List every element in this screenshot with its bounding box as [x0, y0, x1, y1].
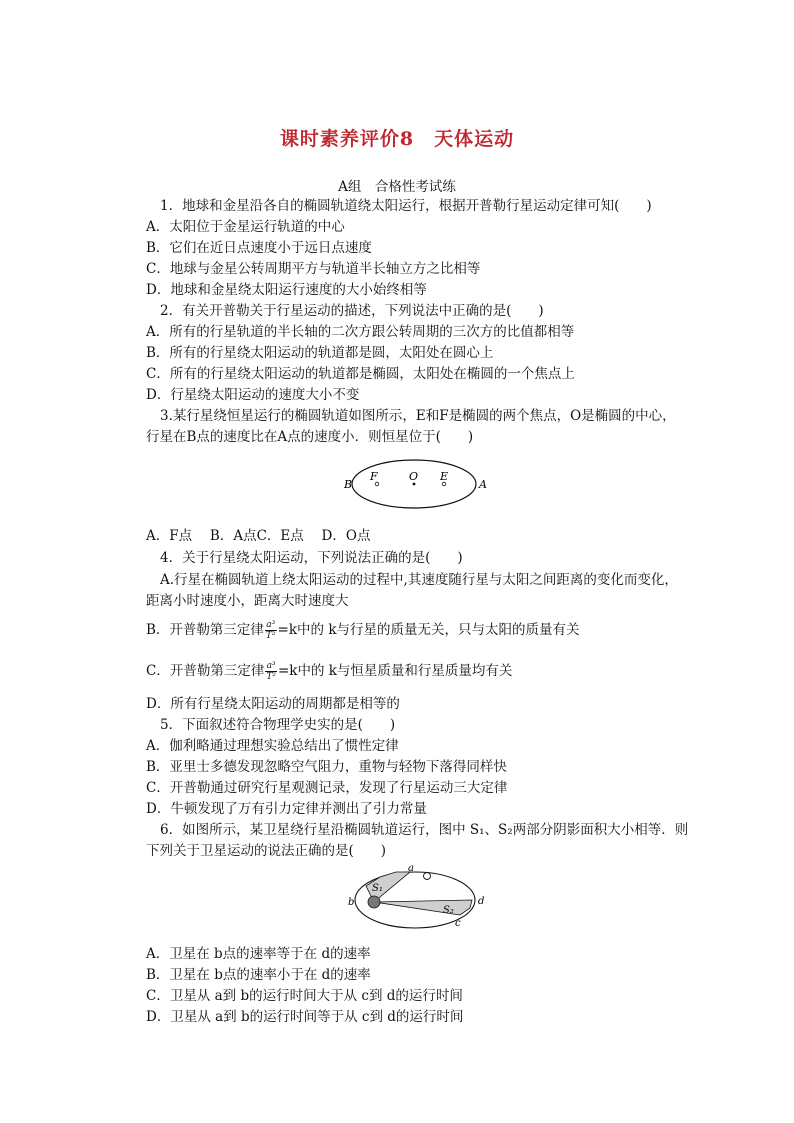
fraction-denominator: T²: [266, 672, 276, 682]
q4-option-c-suffix: =k中的 k与恒星质量和行星质量均有关: [277, 663, 513, 679]
q4-option-d: D．所有行星绕太阳运动的周期都是相等的: [146, 696, 400, 712]
label-s2: S₂: [443, 905, 454, 916]
q6-stem-line1: 6．如图所示，某卫星绕行星沿椭圆轨道运行，图中 S₁、S₂两部分阴影面积大小相等．则: [160, 822, 689, 838]
q5-option-b: B．亚里士多德发现忽略空气阻力，重物与轻物下落得同样快: [146, 759, 507, 775]
q6-option-b: B．卫星在 b点的速率小于在 d的速率: [146, 967, 371, 983]
label-s1: S₁: [372, 883, 383, 894]
fraction-numerator: a³: [266, 661, 276, 671]
q5-stem: 5．下面叙述符合物理学史实的是( ): [160, 717, 396, 733]
label-a: a: [408, 863, 414, 874]
q6-option-a: A．卫星在 b点的速率等于在 d的速率: [146, 946, 371, 962]
label-e: E: [440, 470, 449, 483]
q4-option-b: [146, 620, 580, 641]
q4-option-a-line2: 距离小时速度小，距离大时速度大: [146, 593, 349, 609]
q5-option-d: D．牛顿发现了万有引力定律并测出了引力常量: [146, 801, 427, 817]
q5-option-a: A．伽利略通过理想实验总结出了惯性定律: [146, 738, 399, 754]
q2-option-a: A．所有的行星轨道的半长轴的二次方跟公转周期的三次方的比值都相等: [146, 324, 575, 340]
label-f: F: [370, 470, 378, 483]
fraction-denominator: T²: [265, 631, 276, 641]
q3-stem-line2: 行星在B点的速度比在A点的速度小．则恒星位于( ): [146, 429, 474, 445]
q6-stem-line2: 下列关于卫星运动的说法正确的是( ): [146, 843, 387, 859]
q4-option-b-prefix: B．开普勒第三定律: [146, 622, 264, 638]
q4-option-c-prefix: C．开普勒第三定律: [146, 663, 265, 679]
q4-stem: 4．关于行星绕太阳运动，下列说法正确的是( ): [160, 550, 463, 566]
shaded-area-s2: [374, 900, 472, 915]
label-o: O: [409, 470, 419, 483]
label-c: c: [455, 918, 461, 929]
q6-option-d: D．卫星从 a到 b的运行时间等于从 c到 d的运行时间: [146, 1009, 464, 1025]
q5-option-c: C．开普勒通过研究行星观测记录，发现了行星运动三大定律: [146, 780, 508, 796]
q3-options: A．F点 B．A点C．E点 D．O点: [146, 528, 371, 544]
q2-option-b: B．所有的行星绕太阳运动的轨道都是圆，太阳处在圆心上: [146, 345, 494, 361]
label-a: A: [479, 478, 487, 491]
q6-option-c: C．卫星从 a到 b的运行时间大于从 c到 d的运行时间: [146, 988, 463, 1004]
planet: [368, 896, 380, 908]
label-d: d: [478, 896, 485, 907]
section-heading: A组 合格性考试练: [338, 179, 456, 195]
kepler-fraction: [265, 661, 277, 682]
satellite: [424, 873, 431, 880]
label-b: b: [348, 897, 355, 908]
q1-option-d: D．地球和金星绕太阳运行速度的大小始终相等: [146, 282, 427, 298]
q2-option-c: C．所有的行星绕太阳运动的轨道都是椭圆，太阳处在椭圆的一个焦点上: [146, 366, 575, 382]
page-title: 课时素养评价8 天体运动: [279, 128, 515, 150]
q2-option-d: D．行星绕太阳运动的速度大小不变: [146, 387, 360, 403]
q4-option-a-line1: A.行星在椭圆轨道上绕太阳运动的过程中,其速度随行星与太阳之间距离的变化而变化，: [160, 572, 678, 588]
q3-stem-line1: 3.某行星绕恒星运行的椭圆轨道如图所示，E和F是椭圆的两个焦点，O是椭圆的中心，: [160, 408, 676, 424]
q3-ellipse-figure: [340, 455, 490, 515]
center-o-dot: [413, 483, 416, 486]
label-b: B: [344, 478, 353, 491]
q4-option-b-suffix: =k中的 k与行星的质量无关，只与太阳的质量有关: [277, 622, 580, 638]
fraction-numerator: a³: [266, 620, 276, 630]
q1-option-b: B．它们在近日点速度小于远日点速度: [146, 240, 372, 256]
q1-option-c: C．地球与金星公转周期平方与轨道半长轴立方之比相等: [146, 261, 481, 277]
q2-stem: 2．有关开普勒关于行星运动的描述，下列说法中正确的是( ): [160, 303, 544, 319]
q1-option-a: A．太阳位于金星运行轨道的中心: [146, 219, 345, 235]
kepler-fraction: [265, 620, 277, 641]
q4-option-c: [146, 661, 512, 682]
q6-orbit-figure: [340, 862, 485, 934]
q1-stem: 1．地球和金星沿各自的椭圆轨道绕太阳运行，根据开普勒行星运动定律可知( ): [160, 198, 652, 214]
